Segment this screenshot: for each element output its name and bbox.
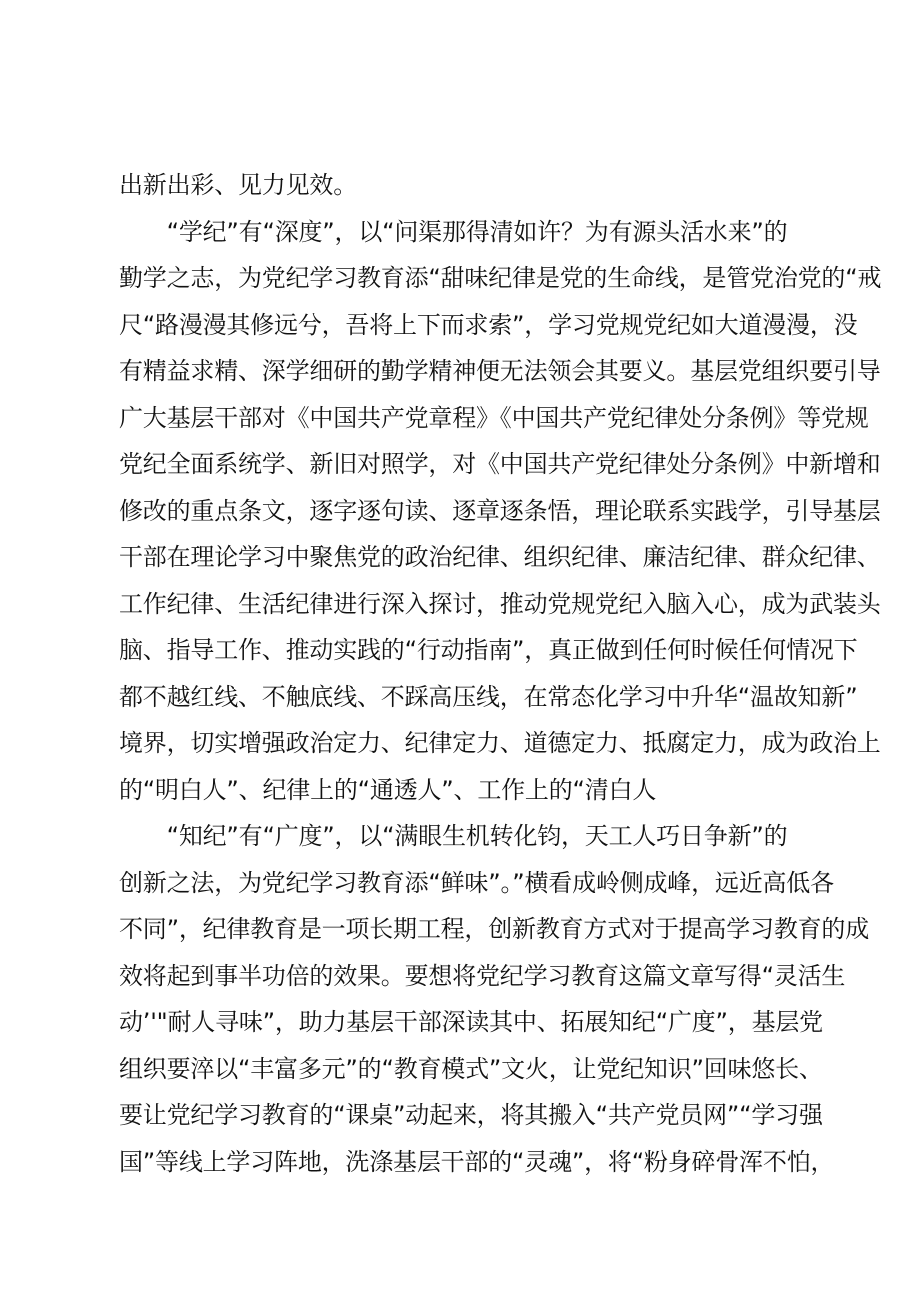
- text-line: 境界，切实增强政治定力、纪律定力、道德定力、抵腐定力，成为政治上: [119, 729, 881, 757]
- body-text: [119, 162, 882, 1185]
- text-line: 干部在理论学习中聚焦党的政治纪律、组织纪律、廉洁纪律、群众纪律、: [119, 543, 881, 571]
- text-line: 组织要淬以“丰富多元”的“教育模式”文火，让党纪知识”回味悠长、: [119, 1054, 823, 1083]
- text-line: 不同”，纪律教育是一项长期工程，创新教育方式对于提高学习教育的成: [119, 915, 870, 943]
- text-line: 的“明白人”、纪律上的“通透人”、工作上的“清白人: [119, 775, 657, 804]
- text-line: 要让党纪学习教育的“课桌”动起来，将其搬入“共产党员网”“学习强: [119, 1101, 823, 1129]
- text-line: 工作纪律、生活纪律进行深入探讨，推动党规党纪入脑入心，成为武装头: [119, 589, 881, 618]
- text-line: 勤学之志，为党纪学习教育添“甜味纪律是党的生命线，是管党治党的“戒: [119, 264, 882, 292]
- text-line: 党纪全面系统学、新旧对照学，对《中国共产党纪律处分条例》中新增和: [119, 450, 881, 478]
- text-line: “知纪”有“广度”，以“满眼生机转化钧，天工人巧日争新”的: [119, 822, 788, 850]
- text-line: 有精益求精、深学细研的勤学精神便无法领会其要义。基层党组织要引导: [119, 357, 881, 385]
- text-line: “学纪”有“深度”，以“问渠那得清如许？为有源头活水来”的: [119, 217, 788, 246]
- text-line: 广大基层干部对《中国共产党章程》《中国共产党纪律处分条例》等党规: [119, 403, 869, 432]
- text-line: 国”等线上学习阵地，洗涤基层干部的“灵魂”，将“粉身碎骨浑不怕，: [119, 1147, 835, 1176]
- text-line: 效将起到事半功倍的效果。要想将党纪学习教育这篇文章写得“灵活生: [119, 961, 846, 990]
- text-line: 创新之法，为党纪学习教育添“鲜味”。”横看成岭侧成峰，远近高低各: [119, 868, 834, 897]
- text-line: 出新出彩、见力见效。: [119, 171, 357, 199]
- text-line: 都不越红线、不触底线、不踩高压线，在常态化学习中升华“温故知新”: [119, 682, 858, 711]
- text-line: 尺“路漫漫其修远兮，吾将上下而求索”，学习党规党纪如大道漫漫，没: [119, 310, 858, 339]
- text-line: 脑、指导工作、推动实践的“行动指南”，真正做到任何时候任何情况下: [119, 636, 858, 664]
- text-line: 修改的重点条文，逐字逐句读、逐章逐条悟，理论联系实践学，引导基层: [119, 496, 881, 525]
- text-line: 动’'"耐人寻味”，助力基层干部深读其中、拓展知纪“广度”，基层党: [119, 1008, 823, 1036]
